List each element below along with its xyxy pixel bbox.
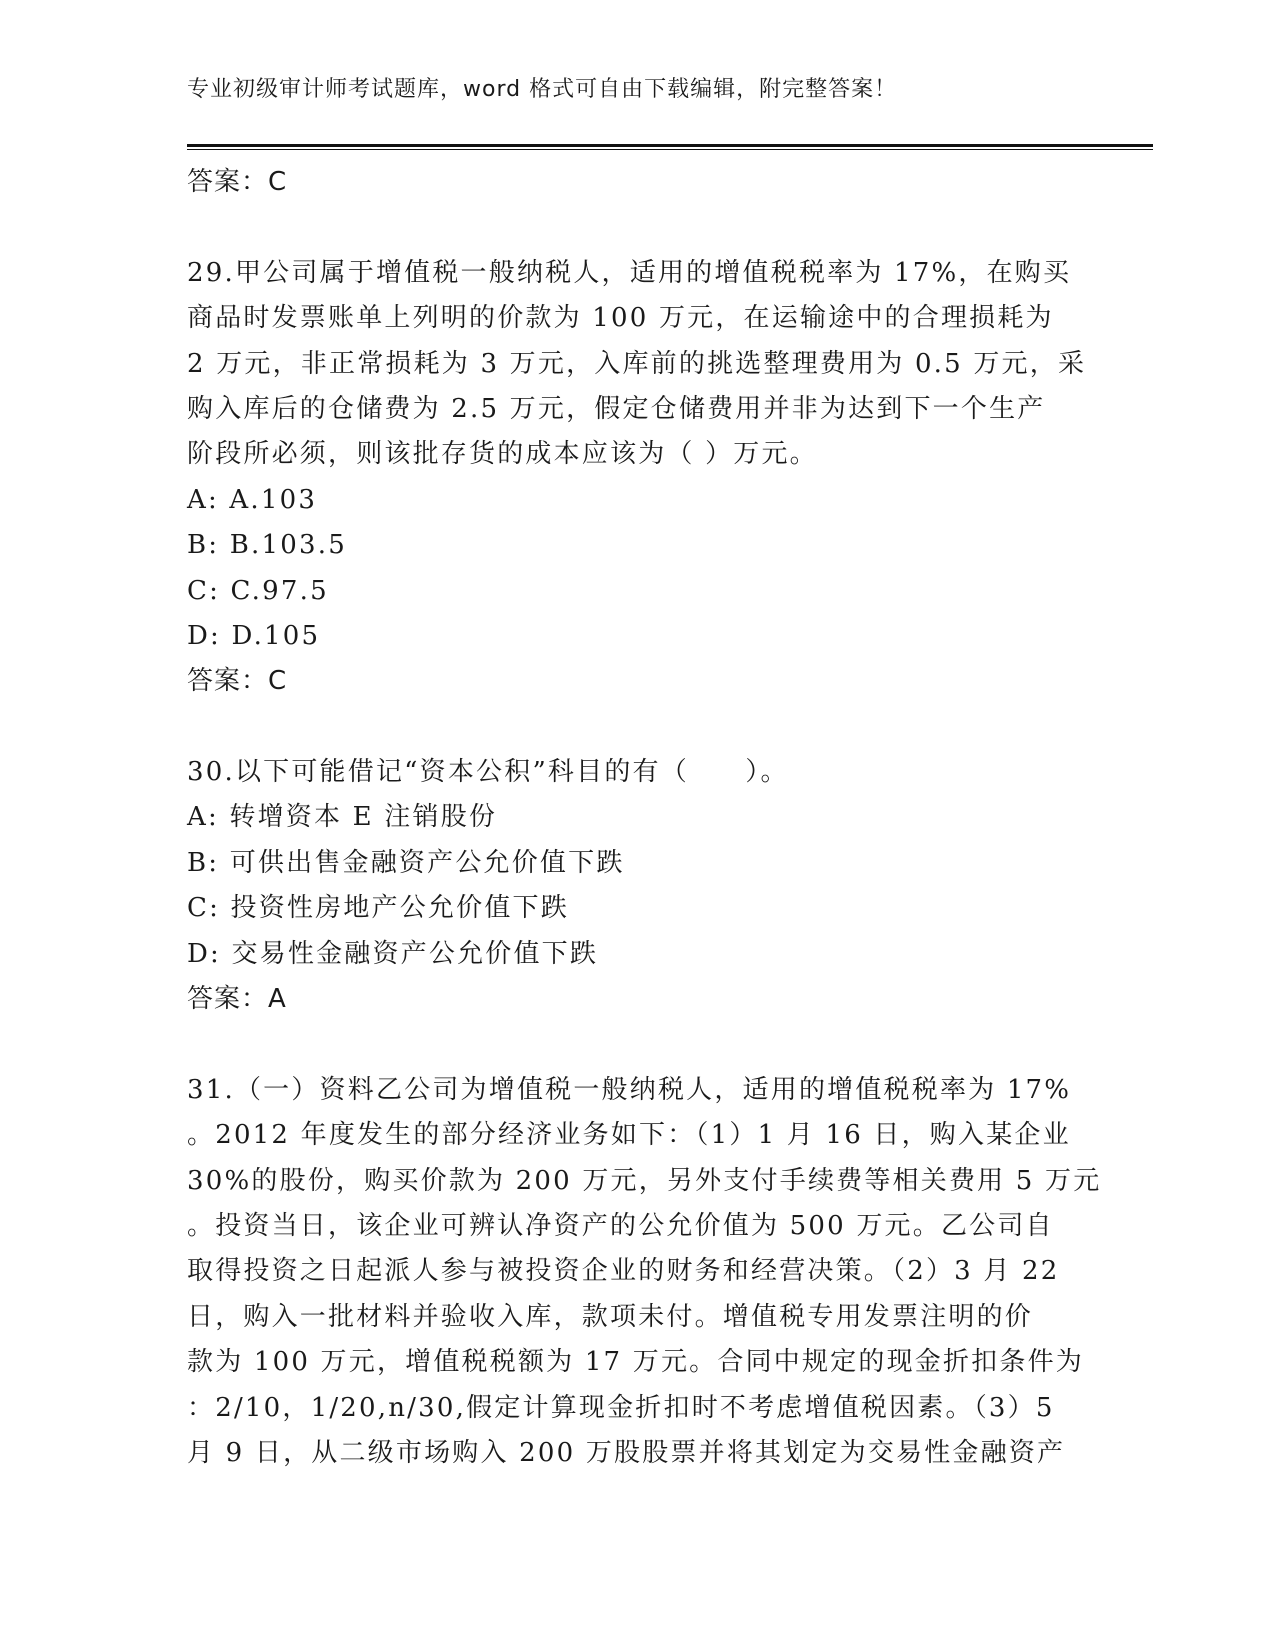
question-text-line: 30.以下可能借记“资本公积”科目的有（ ）。 — [187, 757, 789, 788]
answer: 答案：A — [187, 984, 287, 1015]
question-text-line: 日，购入一批材料并验收入库，款项未付。增值税专用发票注明的价 — [187, 1301, 1034, 1332]
previous-answer: 答案：C — [187, 167, 288, 197]
answer: 答案：C — [187, 666, 288, 697]
header-rule-thin — [187, 149, 1153, 150]
question-text-line: 31.（一）资料乙公司为增值税一般纳税人，适用的增值税税率为 17% — [187, 1074, 1072, 1105]
document-body — [187, 160, 1102, 1476]
question-text-line: 购入库后的仓储费为 2.5 万元，假定仓储费用并非为达到下一个生产 — [187, 393, 1046, 424]
option-b: B: B.103.5 — [187, 530, 347, 561]
option-d: D: D.105 — [187, 620, 321, 651]
header-rule-thick — [187, 144, 1153, 147]
question-30 — [187, 750, 1087, 1022]
question-text-line: 商品时发票账单上列明的价款为 100 万元，在运输途中的合理损耗为 — [187, 303, 1054, 334]
option-c: C: C.97.5 — [187, 575, 329, 606]
question-text-line: ：2/10，1/20,n/30,假定计算现金折扣时不考虑增值税因素。（3）5 — [187, 1392, 1055, 1423]
option-a: A: A.103 — [187, 484, 318, 515]
spacer — [187, 1022, 1087, 1067]
question-text-line: 月 9 日，从二级市场购入 200 万股股票并将其划定为交易性金融资产 — [187, 1437, 1066, 1468]
option-d: D: 交易性金融资产公允价值下跌 — [187, 938, 599, 969]
question-29 — [187, 251, 1087, 705]
question-text-line: 2 万元，非正常损耗为 3 万元，入库前的挑选整理费用为 0.5 万元，采 — [187, 348, 1087, 379]
spacer — [187, 705, 1087, 750]
question-text-line: 。投资当日，该企业可辨认净资产的公允价值为 500 万元。乙公司自 — [187, 1210, 1054, 1241]
question-31 — [187, 1068, 1102, 1477]
option-b: B: 可供出售金融资产公允价值下跌 — [187, 847, 625, 878]
question-text-line: 。2012 年度发生的部分经济业务如下：（1）1 月 16 日，购入某企业 — [187, 1120, 1071, 1151]
option-a: A: 转增资本 E 注销股份 — [187, 802, 498, 833]
question-text-line: 取得投资之日起派人参与被投资企业的财务和经营决策。（2）3 月 22 — [187, 1256, 1060, 1287]
question-text-line: 款为 100 万元，增值税税额为 17 万元。合同中规定的现金折扣条件为 — [187, 1347, 1084, 1378]
question-text-line: 30%的股份，购买价款为 200 万元，另外支付手续费等相关费用 5 万元 — [187, 1165, 1102, 1196]
page-header: 专业初级审计师考试题库，word 格式可自由下载编辑，附完整答案！ — [187, 77, 898, 102]
question-text-line: 29.甲公司属于增值税一般纳税人，适用的增值税税率为 17%，在购买 — [187, 257, 1072, 288]
question-text-line: 阶段所必须，则该批存货的成本应该为（ ）万元。 — [187, 439, 818, 470]
option-c: C: 投资性房地产公允价值下跌 — [187, 893, 569, 924]
spacer — [187, 205, 1087, 250]
